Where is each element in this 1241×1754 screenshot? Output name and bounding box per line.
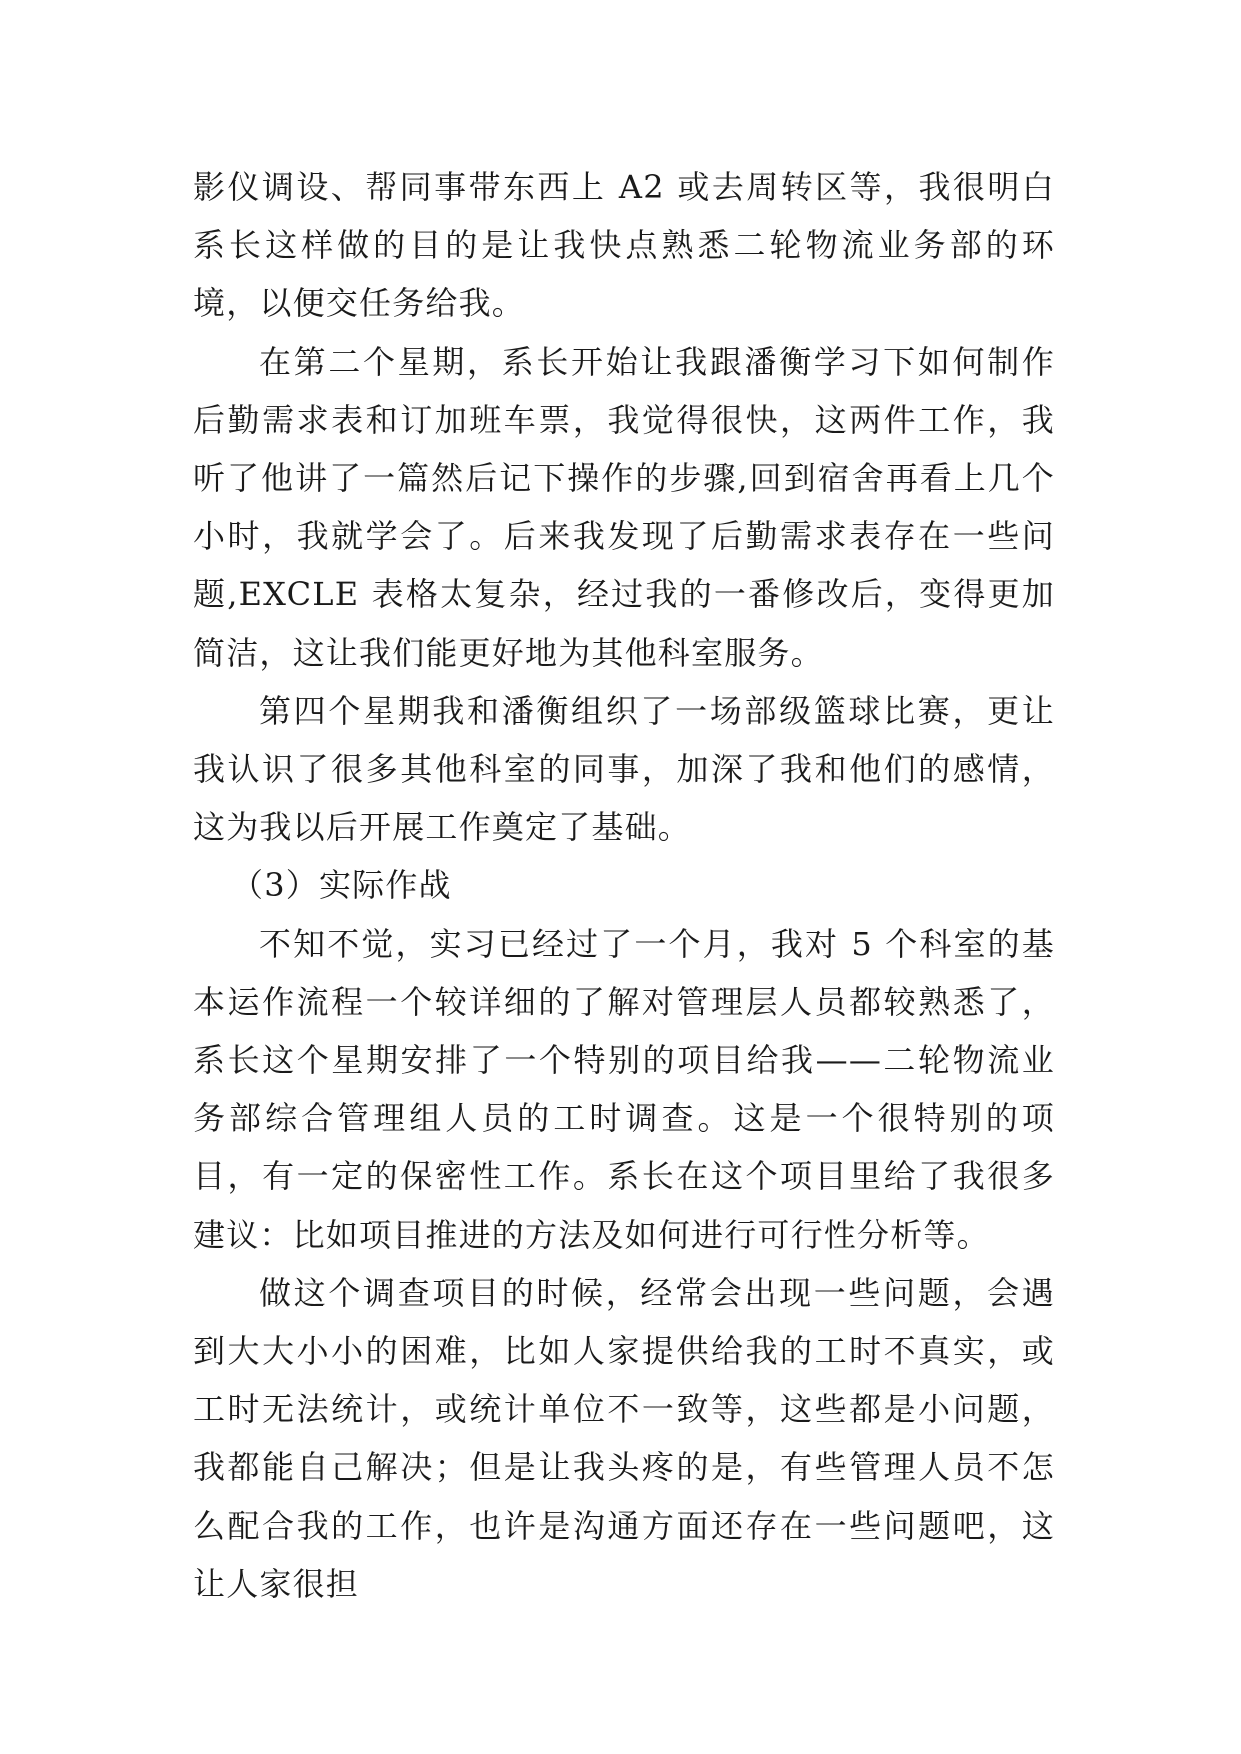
section-heading: （3）实际作战: [231, 866, 452, 905]
paragraph-fourth-week: 第四个星期我和潘衡组织了一场部级篮球比赛，更让我认识了很多其他科室的同事，加深了我和他们的感情，这为我以后开展工作奠定了基础。: [193, 691, 1055, 847]
document-body: [193, 158, 1055, 1613]
paragraph-second-week: 在第二个星期，系长开始让我跟潘衡学习下如何制作后勤需求表和订加班车票，我觉得很快，这两件工作，我听了他讲了一篇然后记下操作的步骤,回到宿舍再看上几个小时，我就学会了。后来我发现了后勤需求表存在一些问题,EXCLE 表格太复杂，经过我的一番修改后，变得更加简洁，这让我们能更好地为其他科室服务。: [193, 342, 1055, 672]
paragraph-project: 不知不觉，实习已经过了一个月，我对 5 个科室的基本运作流程一个较详细的了解对管理层人员都较熟悉了，系长这个星期安排了一个特别的项目给我——二轮物流业务部综合管理组人员的工时调查。这是一个很特别的项目，有一定的保密性工作。系长在这个项目里给了我很多建议：比如项目推进的方法及如何进行可行性分析等。: [193, 924, 1055, 1254]
paragraph-continuation: 影仪调设、帮同事带东西上 A2 或去周转区等，我很明白系长这样做的目的是让我快点熟悉二轮物流业务部的环境，以便交任务给我。: [193, 168, 1055, 323]
paragraph-difficulties: 做这个调查项目的时候，经常会出现一些问题，会遇到大大小小的困难，比如人家提供给我的工时不真实，或工时无法统计，或统计单位不一致等，这些都是小问题，我都能自己解决；但是让我头疼的是，有些管理人员不怎么配合我的工作，也许是沟通方面还存在一些问题吧，这让人家很担: [193, 1273, 1055, 1603]
